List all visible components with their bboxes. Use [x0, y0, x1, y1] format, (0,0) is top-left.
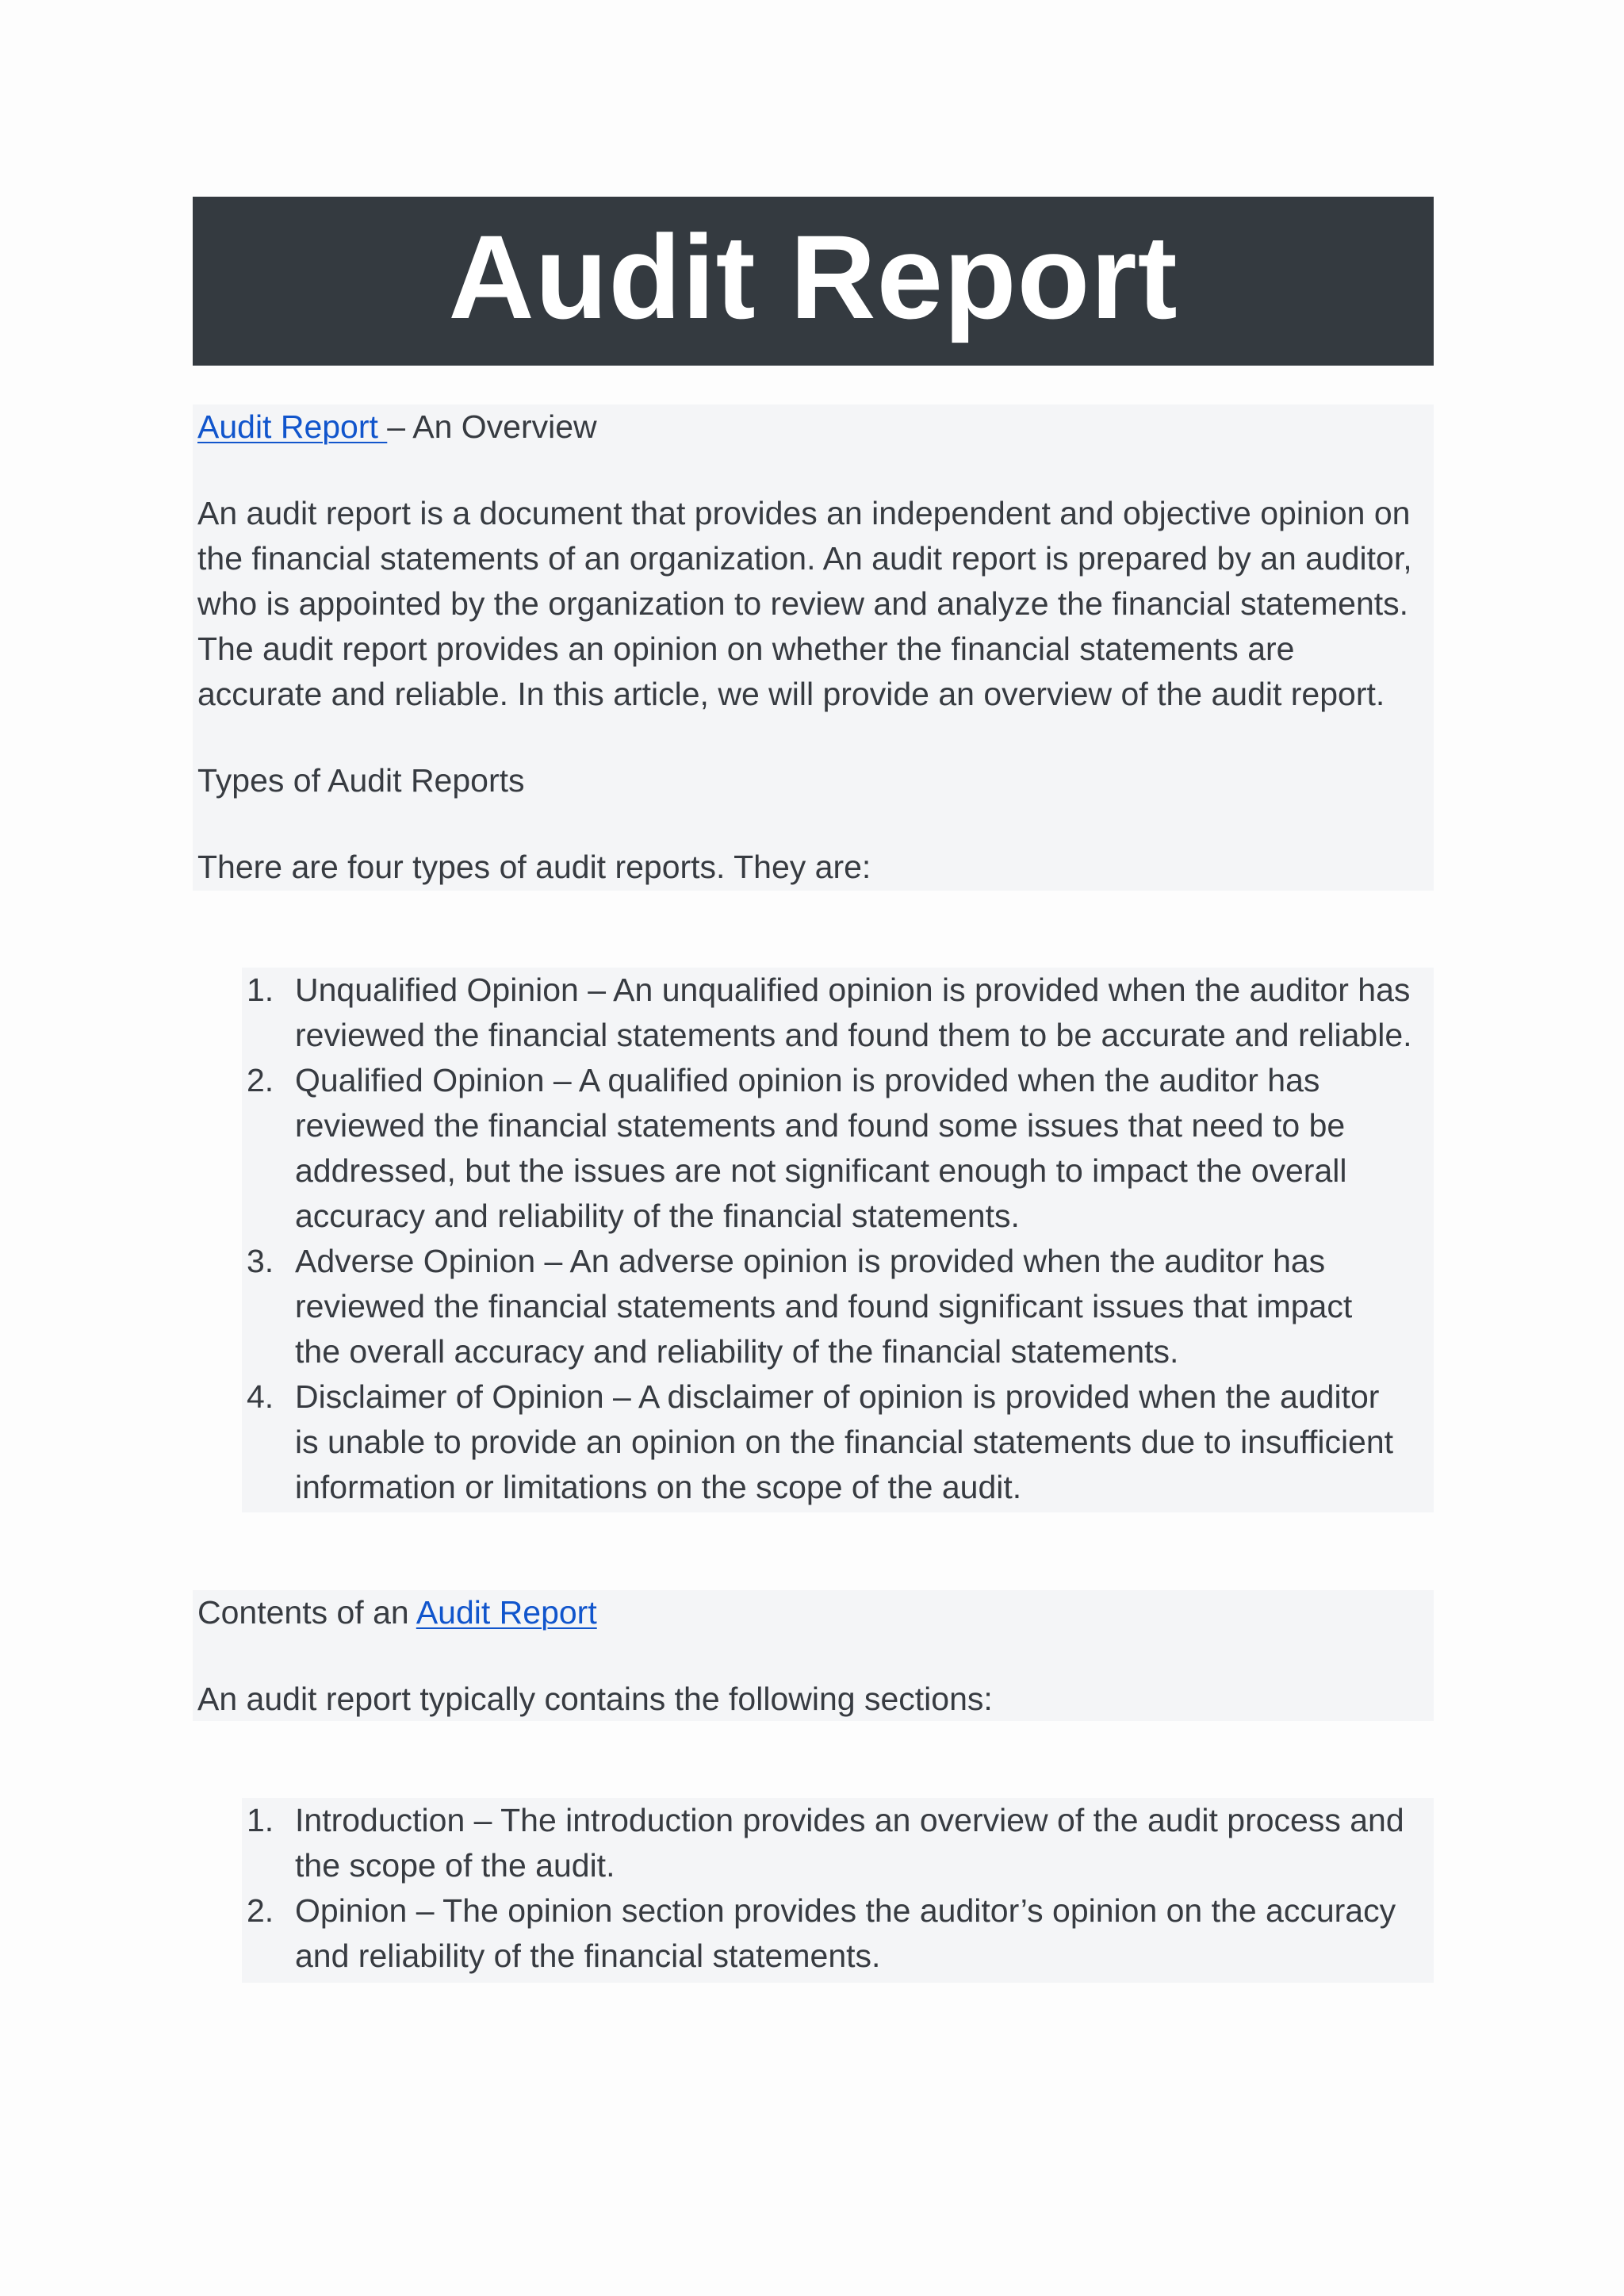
intro-line: The audit report provides an opinion on whether the financial statements are — [197, 631, 1295, 667]
list-number: 1. — [247, 972, 274, 1008]
contents-list — [242, 1798, 1434, 1979]
list-number: 1. — [247, 1802, 274, 1838]
list-item-text: Adverse Opinion – An adverse opinion is provided when the auditor has — [295, 1243, 1326, 1279]
list-number: 2. — [247, 1892, 274, 1929]
list-item — [242, 1374, 1434, 1510]
intro-line: accurate and reliable. In this article, we will provide an overview of the audit report. — [197, 676, 1385, 712]
title-banner — [193, 197, 1434, 366]
types-heading: Types of Audit Reports — [197, 762, 525, 799]
list-item-text: is unable to provide an opinion on the financial statements due to insufficient — [295, 1424, 1394, 1460]
intro-line: An audit report is a document that provides an independent and objective opinion on — [197, 495, 1411, 531]
list-item-text: the scope of the audit. — [295, 1847, 615, 1884]
list-item-text: reviewed the financial statements and found them to be accurate and reliable. — [295, 1017, 1412, 1053]
intro-line: the financial statements of an organization. An audit report is prepared by an auditor, — [197, 540, 1412, 577]
list-item-text: Qualified Opinion – A qualified opinion is provided when the auditor has — [295, 1062, 1320, 1098]
list-item-text: Opinion – The opinion section provides the auditor’s opinion on the accuracy — [295, 1892, 1396, 1929]
contents-section — [193, 1590, 1434, 1721]
list-item-text: addressed, but the issues are not significant enough to impact the overall — [295, 1152, 1347, 1189]
overview-section — [193, 404, 1434, 891]
types-intro: There are four types of audit reports. They are: — [197, 849, 871, 885]
list-item — [242, 968, 1434, 1058]
list-item-text: and reliability of the financial statements. — [295, 1938, 881, 1974]
list-item-text: reviewed the financial statements and found significant issues that impact — [295, 1288, 1353, 1324]
page-title: Audit Report — [448, 209, 1178, 343]
intro-line: who is appointed by the organization to review and analyze the financial statements. — [197, 585, 1409, 622]
audit-report-link[interactable]: Audit Report — [416, 1594, 597, 1631]
contents-heading — [197, 1590, 597, 1635]
contents-intro: An audit report typically contains the following sections: — [197, 1681, 993, 1717]
list-item — [242, 1058, 1434, 1239]
list-item — [242, 1798, 1434, 1888]
list-number: 4. — [247, 1378, 274, 1415]
overview-heading-text: – An Overview — [387, 408, 597, 445]
list-item — [242, 1888, 1434, 1979]
list-item-text: Disclaimer of Opinion – A disclaimer of opinion is provided when the auditor — [295, 1378, 1380, 1415]
list-number: 3. — [247, 1243, 274, 1279]
contents-heading-text: Contents of an — [197, 1594, 416, 1631]
contents-list-section — [242, 1798, 1434, 1983]
list-item-text: reviewed the financial statements and found some issues that need to be — [295, 1107, 1346, 1144]
audit-report-link[interactable]: Audit Report — [197, 408, 388, 445]
list-item-text: Unqualified Opinion – An unqualified opinion is provided when the auditor has — [295, 972, 1411, 1008]
types-list-section — [242, 968, 1434, 1512]
list-number: 2. — [247, 1062, 274, 1098]
list-item-text: the overall accuracy and reliability of the financial statements. — [295, 1333, 1179, 1370]
list-item — [242, 1239, 1434, 1374]
list-item-text: information or limitations on the scope of the audit. — [295, 1469, 1022, 1505]
list-item-text: accuracy and reliability of the financial statements. — [295, 1198, 1020, 1234]
overview-heading — [197, 404, 597, 450]
list-item-text: Introduction – The introduction provides an overview of the audit process and — [295, 1802, 1404, 1838]
types-list — [242, 968, 1434, 1510]
